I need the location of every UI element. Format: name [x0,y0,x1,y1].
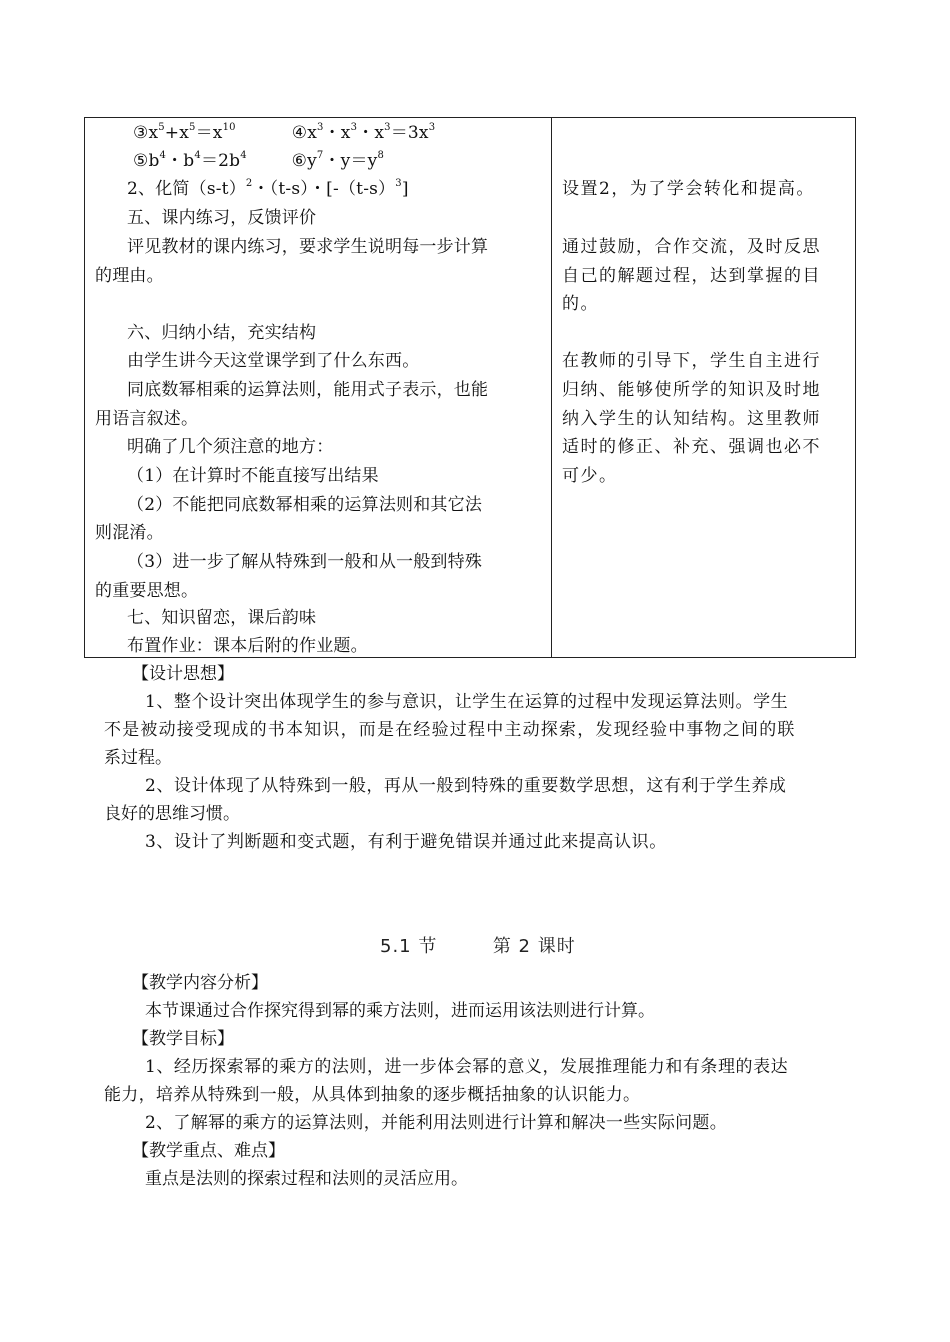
intent-line: 通过鼓励，合作交流，及时反思 [562,237,821,257]
key-points-heading: 【教学重点、难点】 [132,1141,285,1161]
lesson-table [84,117,856,658]
design-idea-line: 良好的思维习惯。 [104,804,240,824]
notes-heading: 明确了几个须注意的地方： [127,437,334,457]
intent-line: 设置2，为了学会转化和提高。 [562,179,815,199]
section-title [380,932,576,958]
teaching-goals-heading: 【教学目标】 [132,1029,234,1049]
rule-summary-text: 同底数幂相乘的运算法则，能用式子表示，也能 [127,380,489,400]
rule-summary-text-cont: 用语言叙述。 [95,409,199,429]
column-divider [551,118,552,657]
intent-line: 归纳、能够使所学的知识及时地 [562,380,821,400]
design-idea-line: 不是被动接受现成的书本知识，而是在经验过程中主动探索，发现经验中事物之间的联 [104,720,796,740]
lesson-number: 第 2 课时 [492,936,576,957]
intent-line: 自己的解题过程，达到掌握的目 [562,266,821,286]
key-points-text: 重点是法则的探索过程和法则的灵活应用。 [145,1169,468,1189]
content-analysis-heading: 【教学内容分析】 [132,973,268,993]
intent-line: 在教师的引导下，学生自主进行 [562,351,821,371]
note-2-cont: 则混淆。 [95,523,164,543]
intent-line: 的。 [562,294,599,314]
section-number: 5.1 节 [380,936,438,957]
note-2: （2）不能把同底数幂相乘的运算法则和其它法 [127,495,483,515]
step-six-text: 由学生讲今天这堂课学到了什么东西。 [127,351,420,371]
design-idea-line: 2、设计体现了从特殊到一般，再从一般到特殊的重要数学思想，这有利于学生养成 [145,776,787,796]
content-analysis-text: 本节课通过合作探究得到幂的乘方法则，进而运用该法则进行计算。 [145,1001,655,1021]
design-idea-line: 系过程。 [104,748,172,768]
note-3-cont: 的重要思想。 [95,581,199,601]
design-idea-heading: 【设计思想】 [132,664,234,684]
homework-text: 布置作业：课本后附的作业题。 [127,636,368,656]
step-six-heading: 六、归纳小结，充实结构 [127,323,317,343]
design-idea-line: 3、设计了判断题和变式题，有利于避免错误并通过此来提高认识。 [145,832,667,852]
note-1: （1）在计算时不能直接写出结果 [127,466,379,486]
simplify-exercise: 2、化简$(s-t)^2$・（t-s）・$[-(t-s)^3]$ [127,178,409,199]
intent-line: 适时的修正、补充、强调也必不 [562,437,821,457]
intent-line: 纳入学生的认知结构。这里教师 [562,409,821,429]
teaching-goal-line: 2、了解幂的乘方的运算法则，并能利用法则进行计算和解决一些实际问题。 [145,1113,728,1133]
step-five-heading: 五、课内练习，反馈评价 [127,208,317,228]
step-seven-heading: 七、知识留恋，课后韵味 [127,608,317,628]
note-3: （3）进一步了解从特殊到一般和从一般到特殊 [127,552,483,572]
teaching-goal-line: 能力，培养从特殊到一般，从具体到抽象的逐步概括抽象的认识能力。 [104,1085,641,1105]
teaching-goal-line: 1、经历探索幂的乘方的法则，进一步体会幂的意义，发展推理能力和有条理的表达 [145,1057,789,1077]
design-idea-line: 1、整个设计突出体现学生的参与意识，让学生在运算的过程中发现运算法则。学生 [145,692,789,712]
intent-line: 可少。 [562,466,618,486]
exercise-line-5-6: $⑤b^4$・$b^4=2b^4$ $⑥y^7$・$y=y^8$ [133,150,385,171]
exercise-line-3-4: $③x^5+x^5=x^{10}$ $④x^3$・$x^3$・$x^3=3x^3$ [133,122,436,143]
step-five-text: 评见教材的课内练习，要求学生说明每一步计算 [127,237,489,257]
step-five-text-cont: 的理由。 [95,266,164,286]
